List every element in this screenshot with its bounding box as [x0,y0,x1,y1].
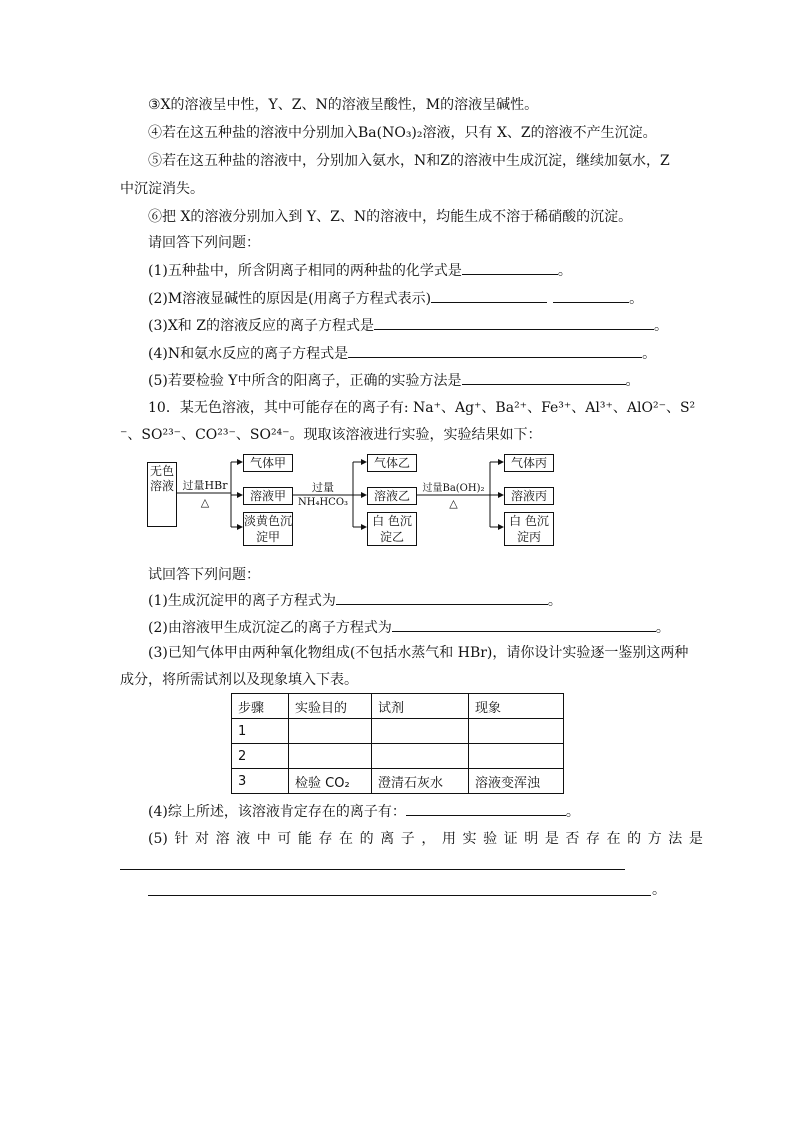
table-cell-blank[interactable] [372,744,469,769]
arrow3-heat: △ [449,497,458,510]
arrow2-reagent-top: 过量 [312,481,334,494]
q10-prompt: 试回答下列问题： [148,567,260,583]
q10-5-char: 否 [565,831,580,847]
condition-5-line2: 中沉淀消失。 [120,181,204,197]
arrow1-reagent: 过量HBr [182,479,228,492]
q10-5-char: 存 [318,831,333,847]
q10-5-char: 的 [359,831,374,847]
q10-5-char: 的 [627,831,642,847]
q9-4 [148,343,656,364]
q10-5-text [148,829,703,849]
q10-5-char: 是 [688,831,703,847]
q10-4 [148,801,580,822]
table-cell: 3 [232,769,289,794]
box-gas-a: 气体甲 [243,454,293,472]
box-gas-c: 气体丙 [504,454,554,472]
table-row [232,719,564,744]
box-solution-b: 溶液乙 [367,487,417,505]
q10-5-char: 溶 [215,831,230,847]
q9-1-text: (1)五种盐中，所含阴离子相同的两种盐的化学式是 [148,263,462,279]
q10-3-line2: 成分，将所需试剂以及现象填入下表。 [120,672,358,688]
q10-5-char: 用 [441,831,456,847]
q9-2-end: 。 [629,291,644,307]
q10-3-line1: (3)已知气体甲由两种氧化物组成(不包括水蒸气和 HBr)，请你设计实验逐一鉴别这两种 [148,645,689,661]
q9-2-blank-b[interactable] [553,288,629,303]
table-cell: 澄清石灰水 [372,769,469,794]
q10-5-char: 中 [256,831,271,847]
q10-intro-line1: 10．某无色溶液，其中可能存在的离子有: Na⁺、Ag⁺、Ba²⁺、Fe³⁺、Al³⁺、AlO²⁻、S² [148,400,696,416]
q10-5-char: 法 [668,831,683,847]
q10-1-blank[interactable] [336,590,548,605]
q9-4-blank[interactable] [348,343,642,358]
q9-5 [148,370,640,391]
q10-5-char: 证 [503,831,518,847]
q10-4-end: 。 [565,804,580,820]
q10-2-text: (2)由溶液甲生成沉淀乙的离子方程式为 [148,620,392,636]
q10-4-text: (4)综上所述，该溶液肯定存在的离子有： [148,804,406,820]
q9-2-blank-a[interactable] [431,288,547,303]
table-header: 步骤 [232,694,289,719]
q9-3 [148,315,668,336]
box-solution-a: 溶液甲 [243,487,293,505]
q10-5-char: 实 [462,831,477,847]
q9-3-text: (3)X和 Z的溶液反应的离子方程式是 [148,318,374,334]
q9-3-end: 。 [653,318,668,334]
box-precipitate-b: 白 色沉淀乙 [367,512,417,546]
q9-2-text: (2)M溶液显碱性的原因是(用离子方程式表示) [148,291,432,307]
q9-5-end: 。 [625,373,640,389]
box-solution-c: 溶液丙 [504,487,554,505]
arrow3-reagent: 过量Ba(OH)₂ [422,483,485,494]
arrow2-reagent-bottom: NH₄HCO₃ [297,497,349,508]
q9-2 [148,288,643,309]
q10-5-char: 子 [400,831,415,847]
q10-5-char: 方 [647,831,662,847]
box-precipitate-a: 淡黄色沉淀甲 [244,514,293,544]
q9-4-text: (4)N和氨水反应的离子方程式是 [148,346,349,362]
q10-intro-line2: ⁻、SO²³⁻、CO²³⁻、SO²⁴⁻。现取该溶液进行实验，实验结果如下： [120,427,542,443]
table-cell-blank[interactable] [372,719,469,744]
q10-5-char: (5) [148,831,168,847]
q9-4-end: 。 [642,346,657,362]
q10-1-text: (1)生成沉淀甲的离子方程式为 [148,593,336,609]
q10-1-end: 。 [547,593,562,609]
table-row [232,769,564,794]
q10-5-char: ， [421,831,436,847]
q9-1-end: 。 [557,263,572,279]
q9-1 [148,260,572,281]
q10-2-blank[interactable] [392,617,656,632]
box-colorless-solution: 无色溶液 [147,462,177,527]
q9-3-blank[interactable] [374,315,654,330]
q10-5-char: 对 [195,831,209,847]
q10-4-blank[interactable] [406,801,566,816]
q10-5-char: 在 [606,831,621,847]
table-cell-blank[interactable] [469,744,564,769]
q10-5-char: 验 [483,831,498,847]
table-header: 试剂 [372,694,469,719]
table-row [232,744,564,769]
q10-2-end: 。 [655,620,670,636]
q10-5-char: 可 [277,831,292,847]
table-header: 实验目的 [289,694,372,719]
q10-5-char: 在 [339,831,354,847]
box-gas-b: 气体乙 [367,454,417,472]
q10-5 [148,829,703,849]
condition-6: ⑥把 X的溶液分别加入到 Y、Z、N的溶液中，均能生成不溶于稀硝酸的沉淀。 [148,209,633,225]
q10-5-char: 存 [585,831,600,847]
box-precipitate-c: 白 色沉淀丙 [504,512,554,546]
table-cell: 溶液变浑浊 [469,769,564,794]
table-cell: 1 [232,719,289,744]
table-cell: 2 [232,744,289,769]
q10-5-blank-line1[interactable] [120,869,625,870]
table-cell-blank[interactable] [469,719,564,744]
q10-5-char: 能 [297,831,312,847]
experiment-table [231,693,564,794]
q10-1 [148,590,562,611]
condition-5-line1: ⑤若在这五种盐的溶液中，分别加入氨水，N和Z的溶液中生成沉淀，继续加氨水，Z [148,153,670,169]
q10-5-char: 明 [524,831,539,847]
table-cell-blank[interactable] [289,719,372,744]
q10-5-blank-line2[interactable] [148,895,651,896]
q10-2 [148,617,670,638]
table-cell: 检验 CO₂ [289,769,372,794]
flowchart [147,450,567,560]
q9-5-text: (5)若要检验 Y中所含的阳离子，正确的实验方法是 [148,373,462,389]
table-header: 现象 [469,694,564,719]
q9-1-blank[interactable] [462,260,558,275]
q10-5-end: 。 [652,882,666,898]
condition-3: ③X的溶液呈中性，Y、Z、N的溶液呈酸性，M的溶液呈碱性。 [148,97,539,113]
condition-4: ④若在这五种盐的溶液中分别加入Ba(NO₃)₂溶液，只有 X、Z的溶液不产生沉淀。 [148,125,657,141]
table-cell-blank[interactable] [289,744,372,769]
q10-5-char: 液 [236,831,251,847]
q10-5-char: 是 [544,831,559,847]
q9-5-blank[interactable] [462,370,626,385]
q10-5-char: 针 [174,831,189,847]
q10-5-char: 离 [380,831,395,847]
table-header-row [232,694,564,719]
arrow1-heat: △ [200,496,210,509]
q9-prompt: 请回答下列问题： [148,235,260,251]
